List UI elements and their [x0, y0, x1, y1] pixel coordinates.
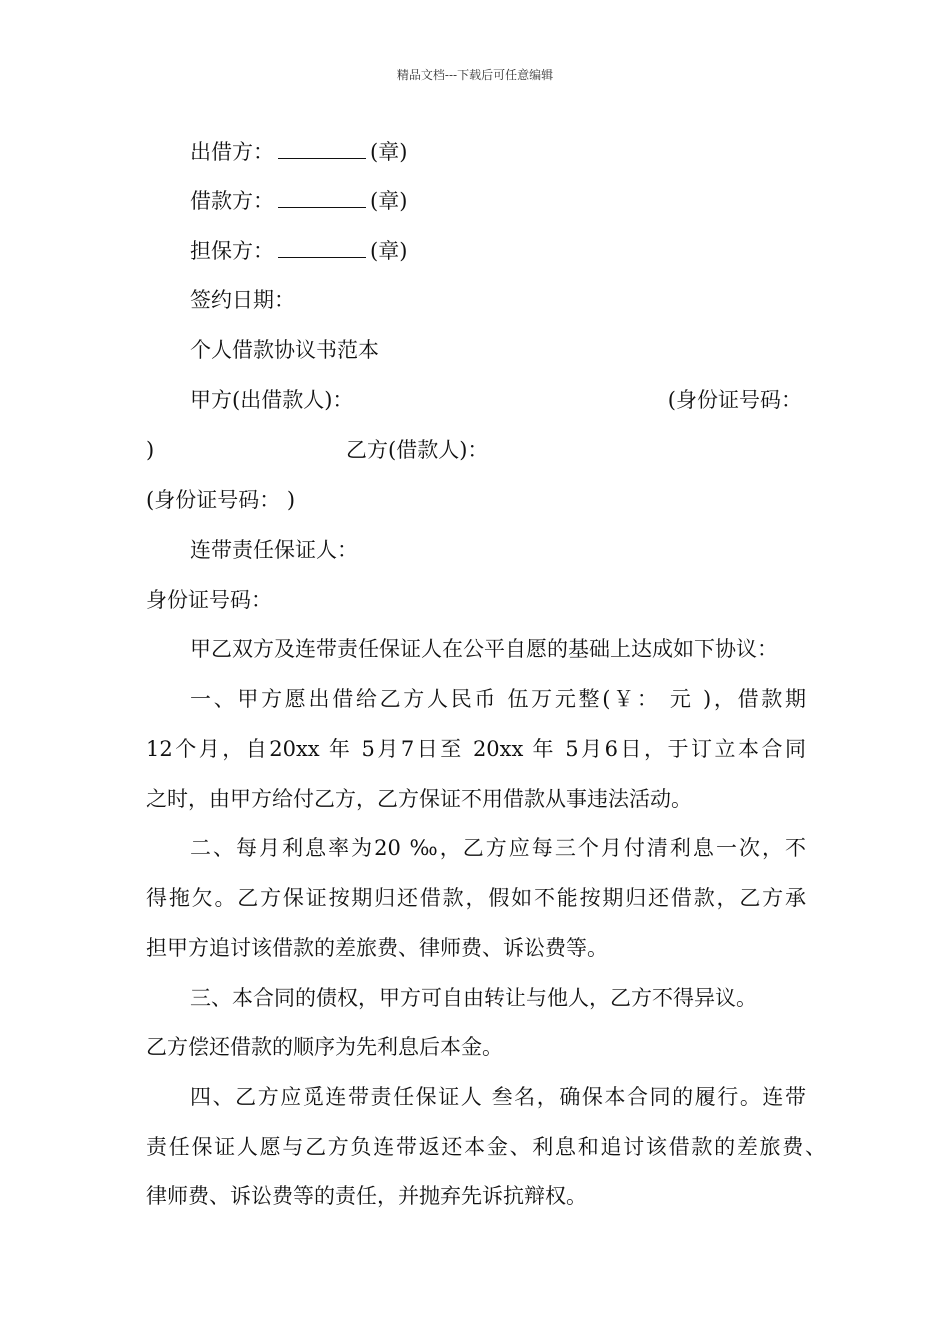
- guarantor-signature-line: [190, 237, 806, 265]
- guarantor-seal: (章): [370, 239, 408, 263]
- doc-title: 个人借款协议书范本: [190, 338, 379, 362]
- clause2-line2: 得拖欠。乙方保证按期归还借款，假如不能按期归还借款，乙方承: [146, 886, 806, 910]
- lender-seal: (章): [370, 140, 408, 164]
- clause2-line3: 担甲方追讨该借款的差旅费、律师费、诉讼费等。: [146, 936, 608, 960]
- clause4-line3: 律师费、诉讼费等的责任，并抛弃先诉抗辩权。: [146, 1184, 587, 1208]
- guarantor-label: 连带责任保证人：: [190, 538, 358, 562]
- borrower-seal: (章): [370, 189, 408, 213]
- party-b-label: 乙方(借款人)：: [346, 438, 489, 462]
- borrower-label: 借款方：: [190, 189, 274, 213]
- party-a-label: 甲方(出借款人)：: [190, 388, 354, 412]
- borrower-signature-line: [190, 187, 806, 215]
- clause3-line1: 三、本合同的债权，甲方可自由转让与他人，乙方不得异议。: [190, 986, 757, 1010]
- clause1-line3: 之时，由甲方给付乙方，乙方保证不用借款从事违法活动。: [146, 787, 692, 811]
- party-a-id-label: (身份证号码：: [667, 388, 802, 412]
- party-a-id-close: ): [146, 438, 155, 462]
- borrower-blank: [278, 189, 366, 208]
- party-a-line: [190, 386, 806, 414]
- party-b-id: (身份证号码： ): [146, 488, 296, 512]
- lender-blank: [278, 140, 366, 159]
- party-b-line: [146, 436, 806, 464]
- clause4-line2: 责任保证人愿与乙方负连带返还本金、利息和追讨该借款的差旅费、: [146, 1135, 826, 1159]
- intro-paragraph: 甲乙双方及连带责任保证人在公平自愿的基础上达成如下协议：: [190, 637, 778, 661]
- lender-label: 出借方：: [190, 140, 274, 164]
- lender-signature-line: [190, 138, 806, 166]
- clause1-line2: 12个月，自20xx 年 5月7日至 20xx 年 5月6日，于订立本合同: [146, 737, 806, 761]
- guarantor-blank: [278, 239, 366, 258]
- guarantor-sign-label: 担保方：: [190, 239, 274, 263]
- sign-date: 签约日期：: [190, 288, 295, 312]
- guarantor-id: 身份证号码：: [146, 588, 272, 612]
- clause2-line1: 二、每月利息率为20 ‰，乙方应每三个月付清利息一次，不: [190, 836, 806, 860]
- clause4-line1: 四、乙方应觅连带责任保证人 叁名，确保本合同的履行。连带: [190, 1085, 806, 1109]
- page-header: 精品文档---下载后可任意编辑: [396, 68, 554, 82]
- clause1-line1: 一、甲方愿出借给乙方人民币 伍万元整(￥： 元 )，借款期: [190, 687, 806, 711]
- clause3-line2: 乙方偿还借款的顺序为先利息后本金。: [146, 1035, 503, 1059]
